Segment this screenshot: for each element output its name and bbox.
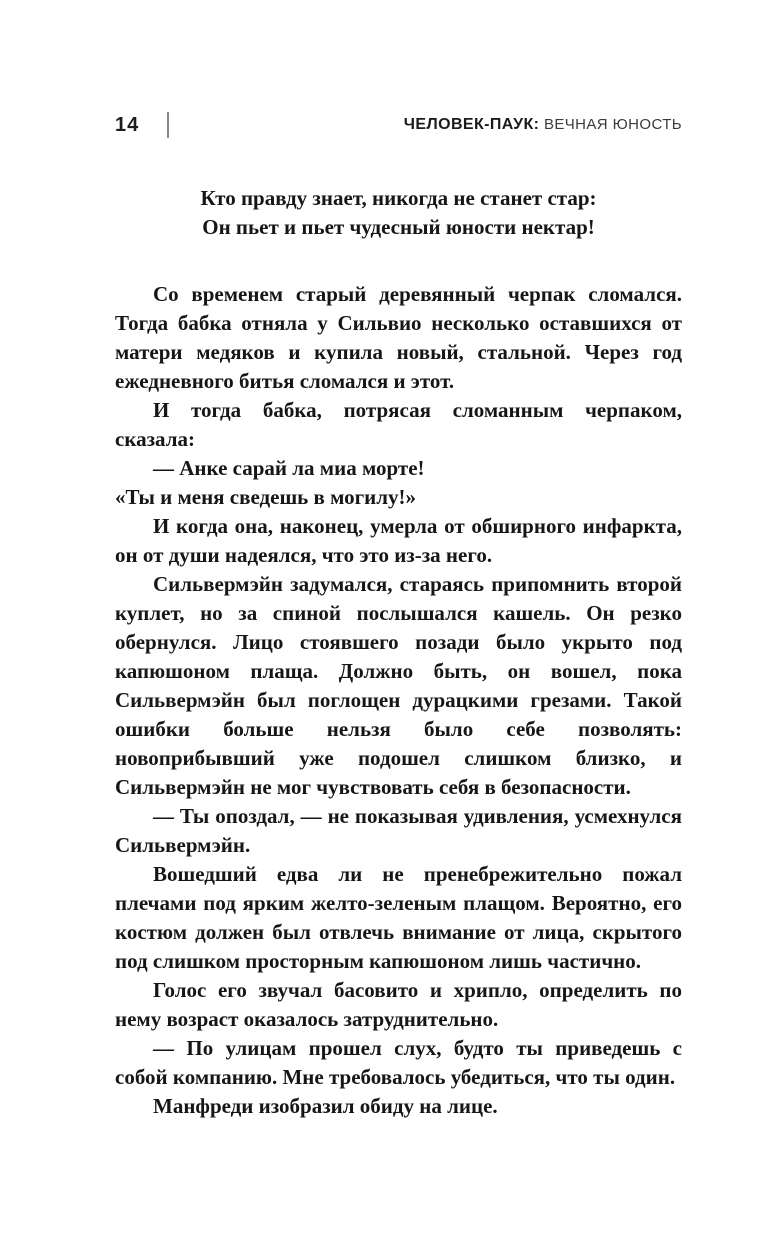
paragraph: Сильвермэйн задумался, стараясь припомнить второй куплет, но за спиной послышался кашель. Он резко обернулся. Лицо стоявшего позади было укрыто под капюшоном плаща. Должно быть, он вошел, пока Сильвермэйн был поглощен дурацкими грезами. Такой ошибки больше нельзя было себе позволять: новоприбывший уже подошел слишком близко, и Сильвермэйн не мог чувствовать себя в безопасности. (115, 572, 682, 799)
epigraph-line: Он пьет и пьет чудесный юности нектар! (202, 215, 595, 239)
epigraph-line: Кто правду знает, никогда не станет стар: (200, 186, 597, 210)
paragraph: — По улицам прошел слух, будто ты приведешь с собой компанию. Мне требовалось убедиться, что ты один. (115, 1036, 682, 1089)
book-title-subtitle: ВЕЧНАЯ ЮНОСТЬ (539, 116, 682, 133)
epigraph (115, 184, 682, 242)
book-title (404, 116, 682, 134)
paragraph: Вошедший едва ли не пренебрежительно пожал плечами под ярким желто-зеленым плащом. Вероятно, его костюм должен был отвлечь внимание от лица, скрытого под слишком просторным капюшоном лишь частично. (115, 862, 682, 973)
header-separator (167, 112, 169, 138)
paragraph: И тогда бабка, потрясая сломанным черпаком, сказала: (115, 398, 682, 451)
paragraph: И когда она, наконец, умерла от обширного инфаркта, он от души надеялся, что это из-за него. (115, 514, 682, 567)
page-number: 14 (115, 113, 140, 136)
paragraph: Со временем старый деревянный черпак сломался. Тогда бабка отняла у Сильвио несколько оставшихся от матери медяков и купила новый, стальной. Через год ежедневного битья сломался и этот. (115, 282, 682, 393)
paragraph: — Ты опоздал, — не показывая удивления, усмехнулся Сильвермэйн. (115, 804, 682, 857)
paragraph: Манфреди изобразил обиду на лице. (153, 1094, 498, 1118)
book-title-main: ЧЕЛОВЕК-ПАУК: (403, 116, 540, 133)
paragraph: «Ты и меня сведешь в могилу!» (115, 485, 417, 509)
page-header (115, 110, 682, 140)
page-body (115, 280, 682, 1121)
header-left (115, 112, 169, 138)
paragraph: — Анке сарай ла миа морте! (153, 456, 425, 480)
paragraph: Голос его звучал басовито и хрипло, определить по нему возраст оказалось затруднительно. (115, 978, 682, 1031)
